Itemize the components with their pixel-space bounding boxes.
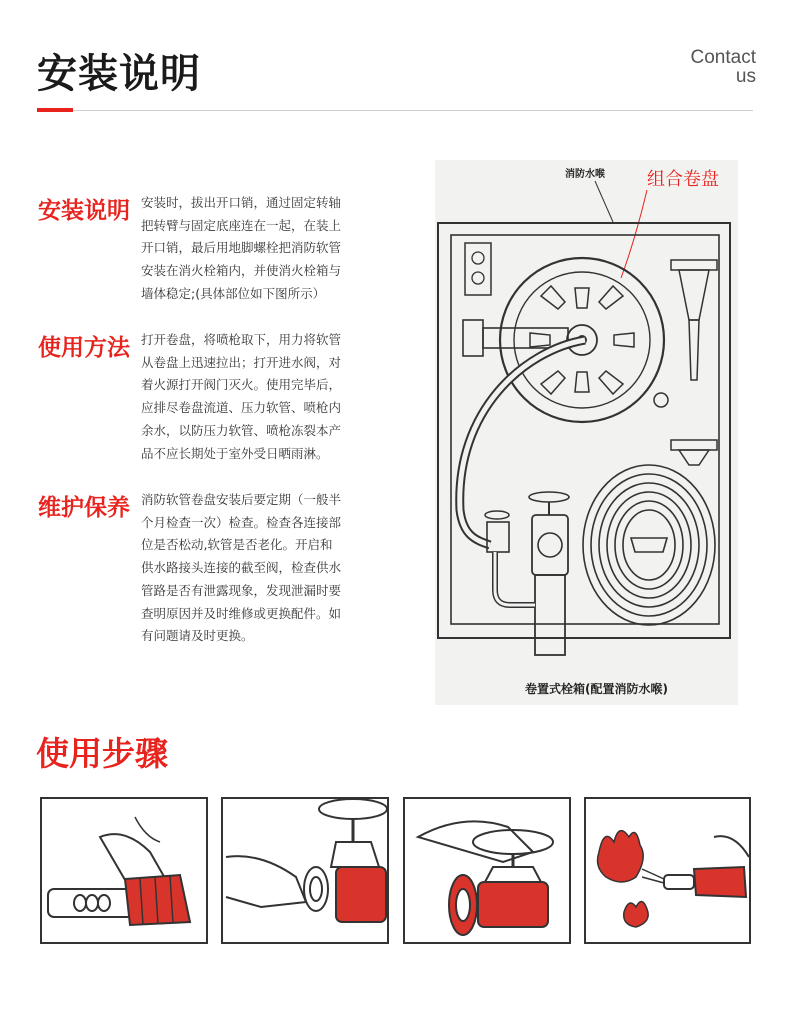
- text-line: 消防软管卷盘安装后要定期（一般半: [141, 492, 342, 507]
- nozzle-label: 消防水喉: [565, 169, 605, 180]
- contact-us-label[interactable]: [691, 48, 756, 86]
- text-line: 打开卷盘，将喷枪取下，用力将软管: [141, 332, 342, 347]
- contact-us-line1: Contact: [690, 47, 756, 68]
- section-install: [38, 192, 358, 312]
- text-line: 从卷盘上迅速拉出；打开进水阀，对: [141, 354, 342, 370]
- step-pull-hose-image: [40, 797, 208, 944]
- steps-title: 使用步骤: [36, 734, 168, 773]
- text-line: 查明原因并及时维修或更换配件。如: [141, 605, 342, 621]
- step-connect-valve-image: [221, 797, 389, 944]
- text-line: 供水路接头连接的截至阀，检查供水: [141, 560, 342, 576]
- section-maintenance: [38, 489, 358, 649]
- header-accent-bar: [37, 108, 73, 112]
- text-line: 开口销，最后用地脚螺栓把消防软管: [141, 240, 342, 256]
- hydrant-cabinet-diagram: [435, 160, 738, 705]
- text-line: 品不应长期处于室外受日晒雨淋。: [141, 445, 329, 461]
- text-line: 个月检查一次）检查。检查各连接部: [141, 514, 342, 530]
- page-title: 安装说明: [37, 51, 201, 97]
- contact-us-line2: us: [735, 66, 756, 87]
- text-line: 余水，以防压力软管、喷枪冻裂本产: [141, 422, 342, 438]
- text-line: 管路是否有泄露现象，发现泄漏时要: [141, 582, 342, 598]
- section-body: [141, 192, 356, 306]
- text-line: 着火源打开阀门灭火。使用完毕后，: [141, 377, 342, 393]
- text-line: 应排尽卷盘流道、压力软管、喷枪内: [141, 400, 342, 416]
- text-line: 有问题请及时更换。: [141, 628, 254, 644]
- diagram-caption: 卷置式栓箱(配置消防水喉): [525, 682, 668, 696]
- header-divider: [37, 110, 753, 111]
- section-body: [141, 489, 356, 648]
- section-label: 维护保养: [38, 495, 130, 521]
- text-line: 安装在消火栓箱内，并使消火栓箱与: [141, 263, 342, 279]
- section-usage: [38, 329, 358, 469]
- step-open-valve-image: [403, 797, 571, 944]
- cabinet-drawing: [435, 160, 738, 705]
- text-line: 墙体稳定;(具体部位如下图所示）: [141, 285, 326, 301]
- text-line: 安装时，拔出开口销，通过固定转轴: [141, 195, 342, 210]
- step-spray-fire-image: [584, 797, 751, 944]
- section-label: 安装说明: [38, 198, 130, 224]
- section-body: [141, 329, 356, 465]
- section-label: 使用方法: [38, 335, 130, 361]
- text-line: 位是否松动,软管是否老化。开启和: [141, 537, 333, 553]
- text-line: 把转臂与固定底座连在一起，在装上: [141, 217, 342, 233]
- reel-label: 组合卷盘: [647, 169, 719, 190]
